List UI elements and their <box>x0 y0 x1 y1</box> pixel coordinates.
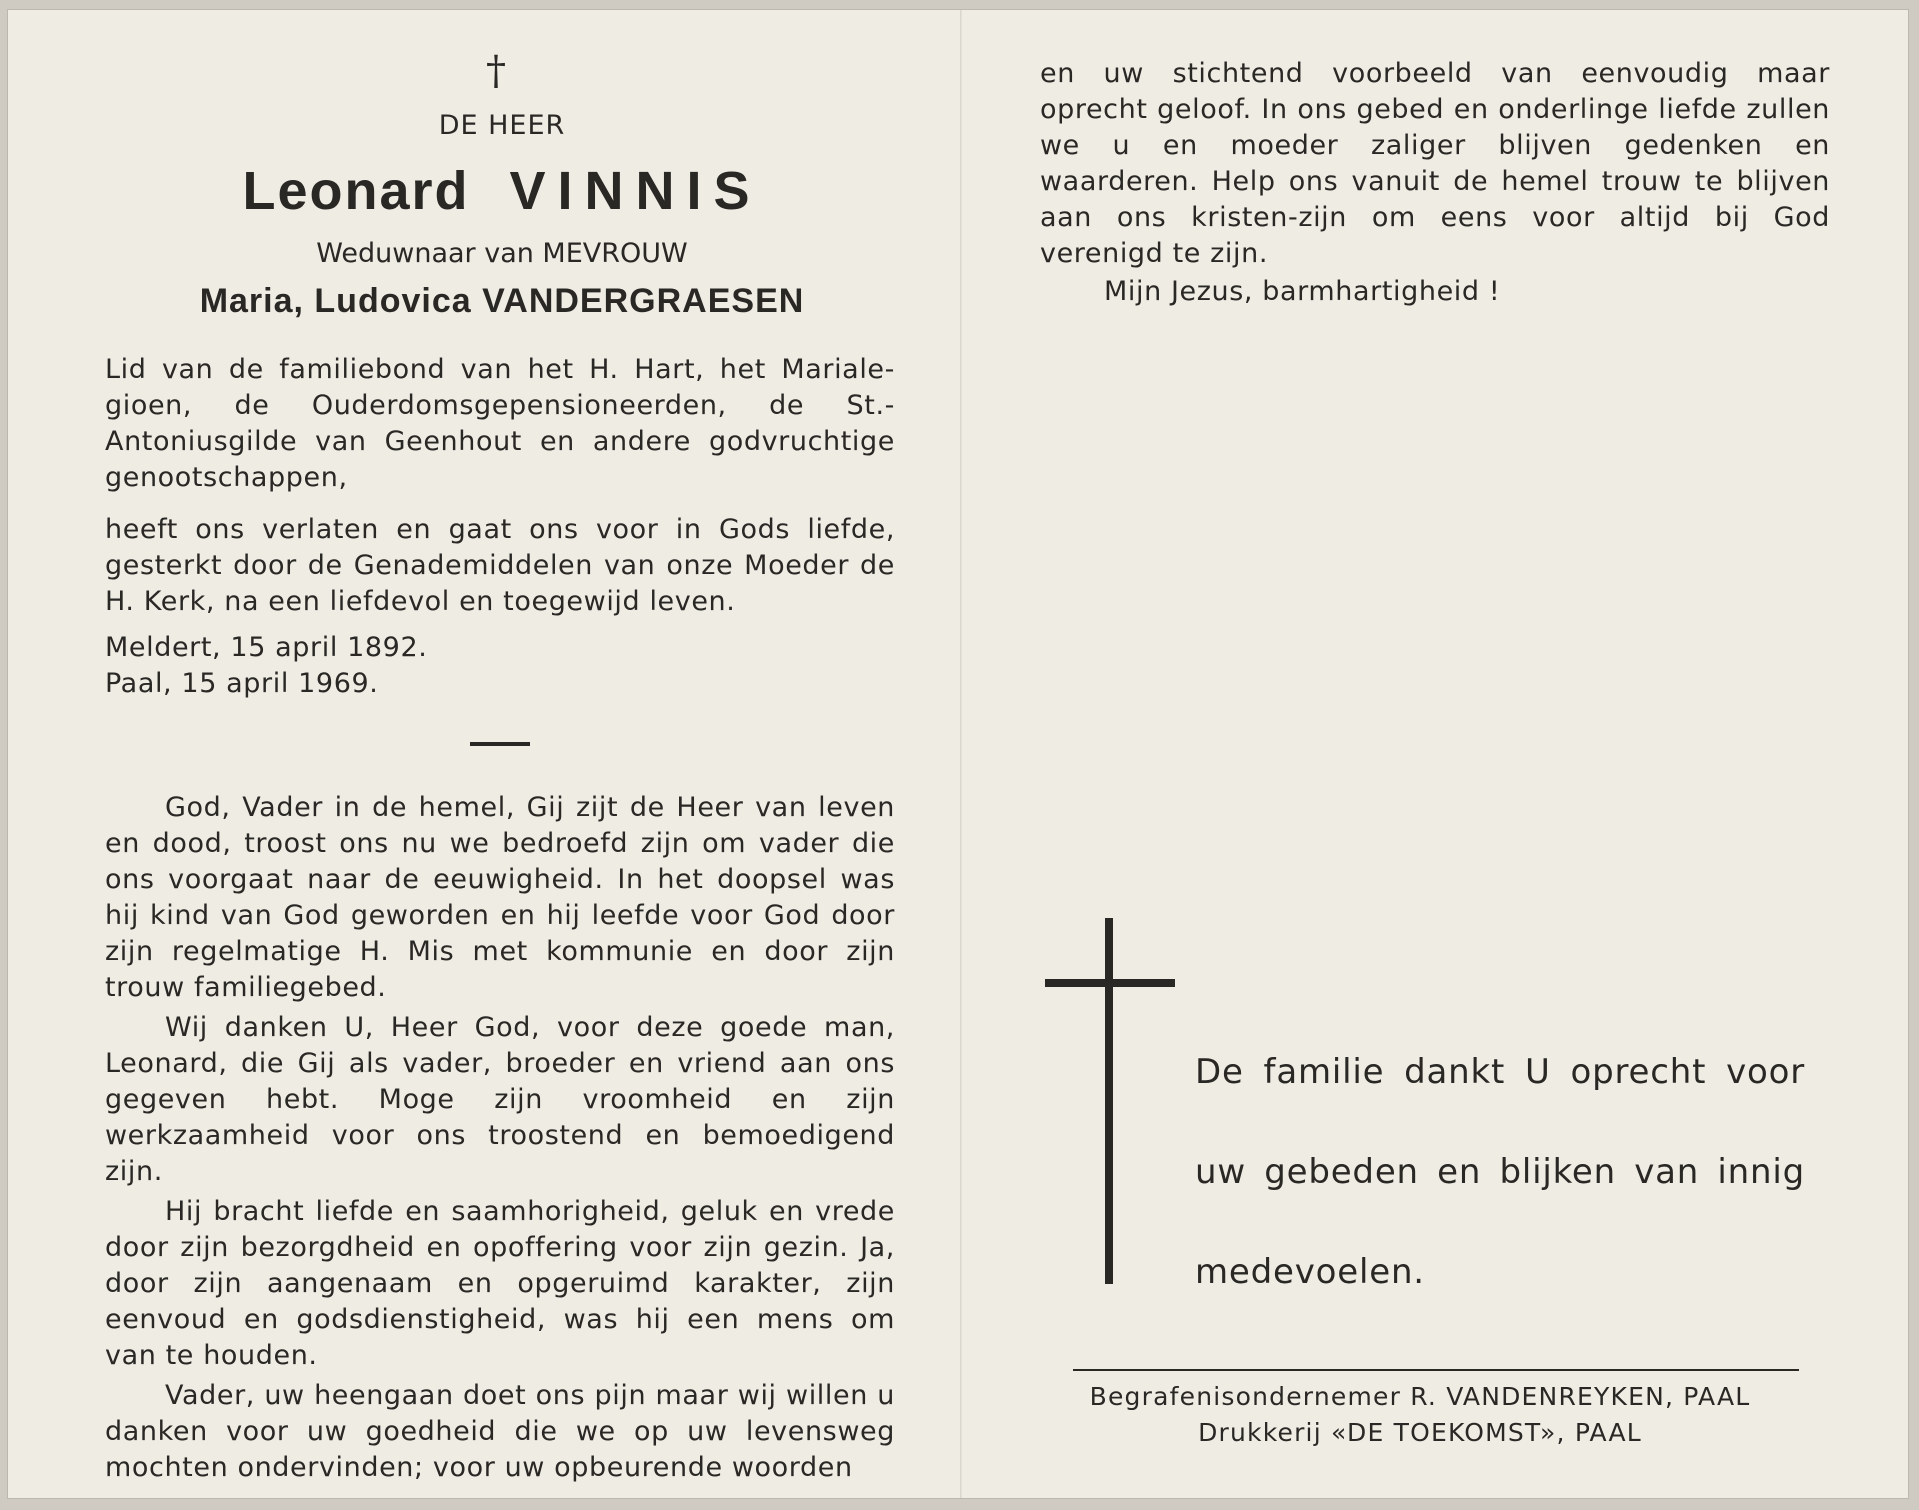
prayer-text <box>105 790 895 1490</box>
large-cross-icon-bar <box>1045 979 1175 987</box>
separator-dash <box>470 742 530 746</box>
family-thanks <box>1195 1022 1805 1322</box>
honorific-title: DE HEER <box>438 110 566 141</box>
prayer-paragraph: God, Vader in de hemel, Gij zijt de Heer van leven en dood, troost ons nu we bedroefd zijn om vader die ons voorgaat naar de eeuwigheid. In het doopsel was hij kind van God geworden en hij leefde voor God door zijn regelmatige H. Mis met kommunie en door zijn trouw familiegebed. <box>105 792 895 1003</box>
spouse-name: Maria, Ludovica VANDERGRAESEN <box>199 282 805 320</box>
large-cross-icon <box>1105 918 1113 1284</box>
widower-line: Weduwnaar van MEVROUW <box>316 238 688 269</box>
departed-paragraph: heeft ons verlaten en gaat ons voor in Gods liefde, gesterkt door de Genademiddelen van onze Moeder de H. Kerk, na een liefdevol en toegewijd leven. <box>105 514 895 617</box>
membership-paragraph: Lid van de familiebond van het H. Hart, het Mariale-gioen, de Ouderdomsgepensioneerden, de St.-Antoniusgilde van Geenhout en andere godvruchtige genootschappen, <box>105 354 895 493</box>
death-date: Paal, 15 april 1969. <box>105 668 379 699</box>
prayer-paragraph: Wij danken U, Heer God, voor deze goede man, Leonard, die Gij als vader, broeder en vriend aan ons gegeven hebt. Moge zijn vroomheid en zijn werkzaamheid voor ons troostend en bemoedigend zijn. <box>105 1012 895 1187</box>
prayer-paragraph: Vader, uw heengaan doet ons pijn maar wij willen u danken voor uw goedheid die we op uw levensweg mochten ondervinden; voor uw opbeurende woorden <box>105 1380 895 1483</box>
thanks-line: medevoelen. <box>1195 1252 1425 1292</box>
printer: Drukkerij «DE TOEKOMST», PAAL <box>1198 1418 1642 1447</box>
card-fold <box>960 10 962 1498</box>
first-name: Leonard <box>242 161 470 221</box>
footer-rule <box>1073 1369 1799 1371</box>
prayer-continuation: en uw stichtend voorbeeld van eenvoudig maar oprecht geloof. In ons gebed en onderlinge liefde zullen we u en moeder zaliger blijven gedenken en waarderen. Help ons vanuit de hemel trouw te blijven aan ons kristen-zijn om eens voor altijd bij God verenigd te zijn. <box>1040 58 1830 269</box>
thanks-line: uw gebeden en blijken van innig <box>1195 1152 1805 1192</box>
prayer-paragraph: Hij bracht liefde en saamhorigheid, geluk en vrede door zijn bezorgdheid en opoffering voor zijn gezin. Ja, door zijn aangenaam en opgeruimd karakter, zijn eenvoud en godsdienstigheid, was hij een mens om van te houden. <box>105 1196 895 1371</box>
dates <box>105 630 895 702</box>
invocation: Mijn Jezus, barmhartigheid ! <box>1104 276 1501 307</box>
surname: VINNIS <box>509 161 762 221</box>
birth-date: Meldert, 15 april 1892. <box>105 632 428 663</box>
funeral-director: Begrafenisondernemer R. VANDENREYKEN, PAAL <box>1089 1382 1751 1411</box>
thanks-line: De familie dankt U oprecht voor <box>1195 1052 1805 1092</box>
small-cross-icon: † <box>486 48 506 94</box>
deceased-name <box>0 160 1004 222</box>
